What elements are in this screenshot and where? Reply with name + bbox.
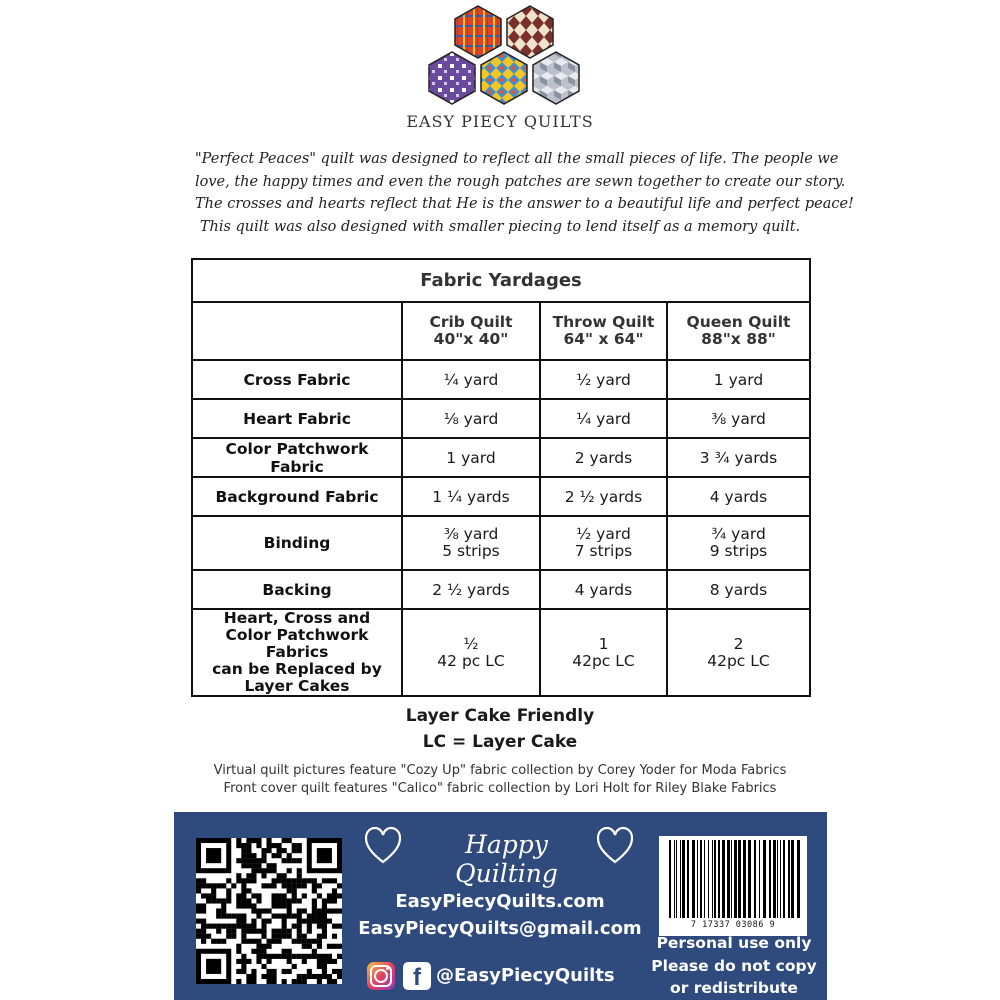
barcode	[659, 836, 807, 936]
table-row	[192, 438, 810, 477]
instagram-icon[interactable]	[367, 962, 395, 990]
table-cell: 1 42pc LC	[540, 609, 667, 696]
table-cell: ¾ yard 9 strips	[667, 516, 810, 570]
row-label: Heart, Cross and Color Patchwork Fabrics can be Replaced by Layer Cakes	[192, 609, 402, 696]
tagline: Happy Quilting	[455, 830, 558, 888]
table-cell: 2 ½ yards	[540, 477, 667, 516]
row-label: Background Fabric	[192, 477, 402, 516]
table-cell: 1 yard	[667, 360, 810, 399]
facebook-icon[interactable]: f	[403, 962, 431, 990]
table-row	[192, 516, 810, 570]
table-cell: ¼ yard	[540, 399, 667, 438]
intro-line: This quilt was also designed with smaller piecing to lend itself as a memory quilt.	[199, 218, 801, 235]
qr-finder-pattern	[206, 959, 221, 974]
social-handle[interactable]: @EasyPiecyQuilts	[436, 965, 615, 986]
table-row	[192, 609, 810, 696]
table-cell: ½ 42 pc LC	[402, 609, 540, 696]
table-cell: ¼ yard	[402, 360, 540, 399]
table-cell: 4 yards	[540, 570, 667, 609]
table-title: Fabric Yardages	[192, 259, 810, 302]
table-row	[192, 399, 810, 438]
fabric-credit: Virtual quilt pictures feature "Cozy Up" fabric collection by Corey Yoder for Moda Fabrics	[213, 763, 787, 778]
row-label: Backing	[192, 570, 402, 609]
table-header-row	[192, 302, 810, 360]
table-row	[192, 570, 810, 609]
qr-finder-pattern	[317, 848, 332, 863]
heart-outline-icon	[598, 828, 632, 862]
intro-line: The crosses and hearts reflect that He is the answer to a beautiful life and perfect peace!	[195, 196, 854, 212]
heart-outline-icon	[366, 828, 400, 862]
qr-code[interactable]	[196, 838, 342, 984]
table-cell: ⅛ yard	[402, 399, 540, 438]
table-row	[192, 477, 810, 516]
brand-name: EASY PIECY QUILTS	[406, 112, 594, 131]
table-cell: ½ yard 7 strips	[540, 516, 667, 570]
row-label: Color Patchwork Fabric	[192, 438, 402, 477]
row-label: Cross Fabric	[192, 360, 402, 399]
intro-line: love, the happy times and even the rough patches are sewn together to create our story.	[195, 173, 846, 190]
lc-definition: LC = Layer Cake	[422, 732, 578, 752]
personal-use-note: or redistribute	[670, 979, 798, 997]
table-row	[192, 360, 810, 399]
personal-use-note: Please do not copy	[651, 957, 817, 975]
intro-paragraph	[195, 148, 854, 238]
fabric-yardage-table	[191, 258, 811, 697]
table-cell: 1 ¼ yards	[402, 477, 540, 516]
table-cell: 2 ½ yards	[402, 570, 540, 609]
barcode-number: 7 17337 03086 9	[690, 920, 776, 930]
table-cell: ⅜ yard 5 strips	[402, 516, 540, 570]
table-cell: 8 yards	[667, 570, 810, 609]
table-cell: 4 yards	[667, 477, 810, 516]
barcode-bars	[667, 840, 801, 918]
column-header: Crib Quilt 40"x 40"	[402, 302, 540, 360]
column-header: Throw Quilt 64" x 64"	[540, 302, 667, 360]
column-header: Queen Quilt 88"x 88"	[667, 302, 810, 360]
table-cell: 1 yard	[402, 438, 540, 477]
header-empty-cell	[192, 302, 402, 360]
row-label: Binding	[192, 516, 402, 570]
table-cell: 2 42pc LC	[667, 609, 810, 696]
footer-panel	[174, 812, 827, 1000]
website-link[interactable]: EasyPiecyQuilts.com	[395, 891, 605, 912]
qr-finder-pattern	[206, 848, 221, 863]
table-cell: 3 ¾ yards	[667, 438, 810, 477]
personal-use-note: Personal use only	[656, 934, 812, 952]
fabric-credit: Front cover quilt features "Calico" fabric collection by Lori Holt for Riley Blake Fabrics	[223, 781, 777, 796]
table-cell: ⅜ yard	[667, 399, 810, 438]
row-label: Heart Fabric	[192, 399, 402, 438]
layer-cake-friendly-note: Layer Cake Friendly	[405, 706, 595, 726]
email-link[interactable]: EasyPiecyQuilts@gmail.com	[358, 918, 642, 939]
table-cell: ½ yard	[540, 360, 667, 399]
table-cell: 2 yards	[540, 438, 667, 477]
intro-line: "Perfect Peaces" quilt was designed to reflect all the small pieces of life. The people we	[195, 151, 839, 167]
